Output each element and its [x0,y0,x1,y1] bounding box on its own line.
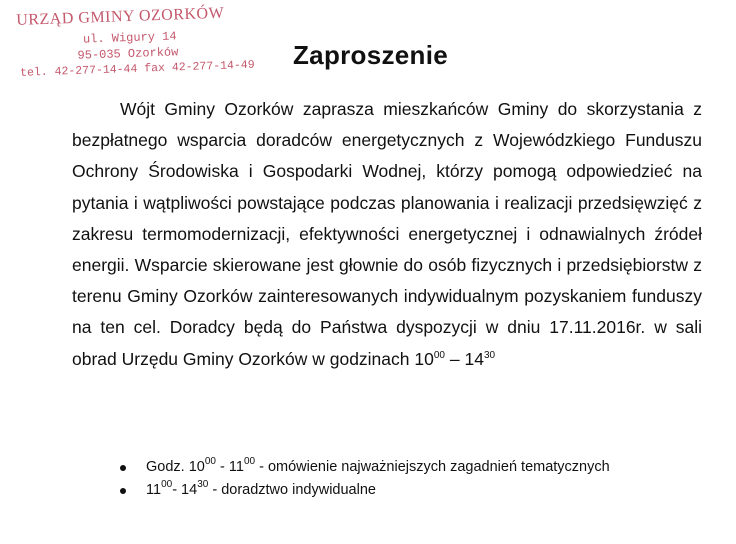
from-hour: 10 [188,459,205,475]
to-hour: 11 [228,459,244,475]
start-hour: 10 [414,348,434,369]
from-hour: 11 [146,482,162,498]
stamp-street: ul. Wigury 14 [82,29,177,47]
office-stamp [14,4,256,82]
stamp-phones: tel. 42-277-14-44 fax 42-277-14-49 [19,58,255,80]
stamp-city: 95-035 Ozorków [77,45,179,63]
end-minutes: 30 [483,349,496,361]
schedule-prefix: Godz. [146,459,189,475]
time-dash: – [449,348,460,369]
time-separator: - [215,459,229,475]
bullet-icon [120,465,126,471]
schedule-description: - doradztwo indywidualne [208,482,376,498]
to-minutes: 30 [197,479,209,490]
to-minutes: 00 [243,456,256,467]
document-title: Zaproszenie [293,40,449,70]
to-hour: 14 [181,482,198,498]
from-minutes: 00 [204,456,216,467]
invitation-paragraph [72,94,702,375]
schedule-item [118,479,718,502]
start-minutes: 00 [433,349,445,361]
schedule-list [118,456,718,502]
end-hour: 14 [464,348,484,369]
invitation-text: Wójt Gminy Ozorków zaprasza mieszkańców Gminy do skorzystania z bezpłatnego wsparcia doradców energetycznych z Wojewódzkiego Funduszu Ochrony Środowiska i Gospodarki Wodnej, którzy pomogą odpowiedzieć na pytania i wątpliwości powstające podczas planowania i realizacji przedsięwzięć z zakresu termomodernizacji, efektywności energetycznej i odnawialnych źródeł energii. Wsparcie skierowane jest głownie do osób fizycznych i przedsiębiorstw z terenu Gminy Ozorków zainteresowanych indywidualnym pozyskaniem funduszy na ten cel. Doradcy będą do Państwa dyspozycji w dniu 17.11.2016r. w sali obrad Urzędu Gminy Ozorków w godzinach [72,99,702,369]
schedule-item [118,456,718,479]
time-separator: - [172,482,182,498]
from-minutes: 00 [161,479,173,490]
stamp-office-name: URZĄD GMINY OZORKÓW [15,4,225,29]
schedule-description: - omówienie najważniejszych zagadnień tematycznych [255,459,610,475]
bullet-icon [120,488,126,494]
